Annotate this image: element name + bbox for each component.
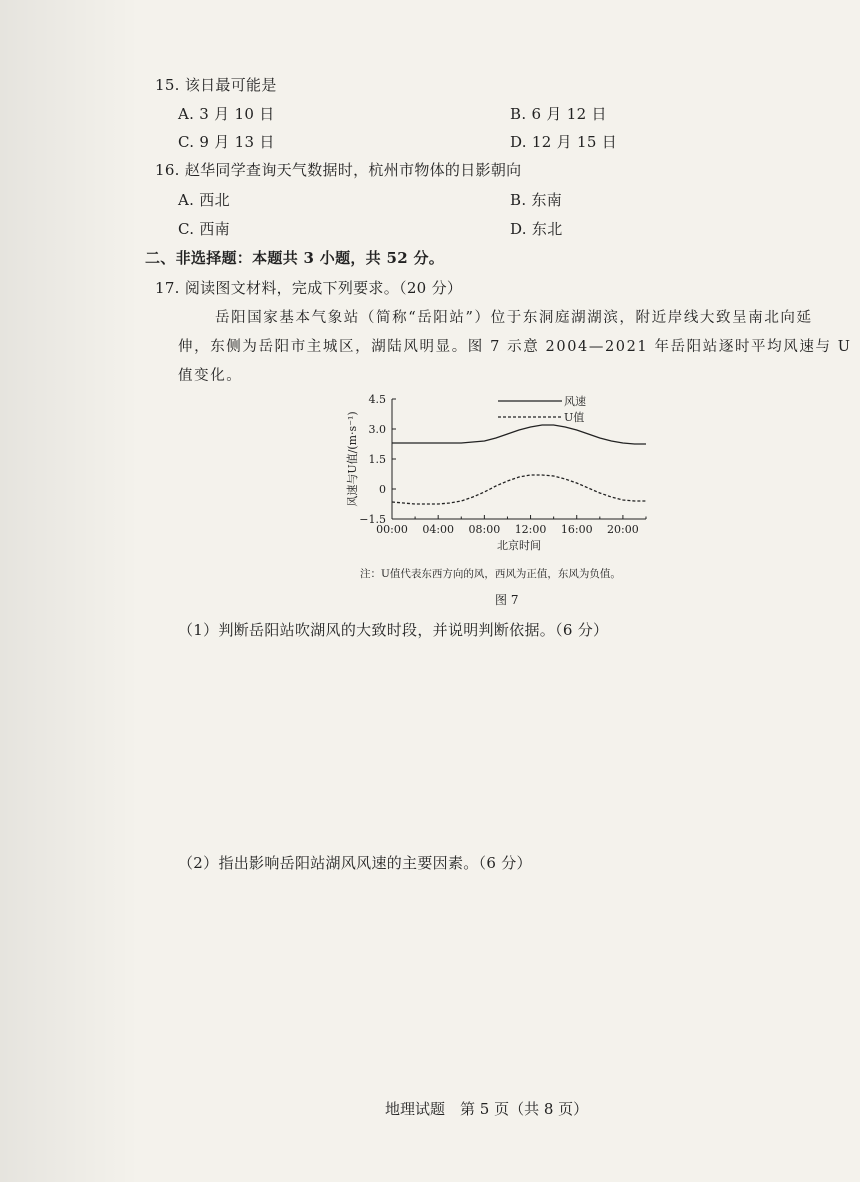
q15-option-d: D. 12 月 15 日 — [510, 133, 618, 151]
chart-lines — [392, 425, 646, 504]
q16-option-b: B. 东南 — [510, 191, 563, 209]
q15-option-b: B. 6 月 12 日 — [510, 105, 607, 123]
y-tick-label: 1.5 — [368, 453, 386, 466]
x-tick-label: 20:00 — [607, 523, 639, 536]
x-tick-label: 12:00 — [514, 523, 547, 536]
q16-option-d: D. 东北 — [510, 220, 563, 238]
y-tick-label: −1.5 — [359, 513, 386, 526]
legend-label: U值 — [564, 411, 585, 424]
figure-caption: 图 7 — [495, 593, 519, 607]
x-tick-label: 08:00 — [468, 523, 501, 536]
q17-paragraph-line-1: 岳阳国家基本气象站（简称“岳阳站”）位于东洞庭湖湖滨，附近岸线大致呈南北向延 — [215, 310, 813, 326]
q16-option-c: C. 西南 — [178, 220, 230, 238]
x-tick-label: 04:00 — [422, 523, 455, 536]
series-line-u-value — [392, 475, 646, 504]
q15-option-c: C. 9 月 13 日 — [178, 133, 275, 151]
page-footer: 地理试题 第 5 页（共 8 页） — [385, 1100, 589, 1118]
q15-option-a: A. 3 月 10 日 — [178, 105, 275, 123]
chart-legend — [498, 394, 586, 424]
q16-stem: 16. 赵华同学查询天气数据时，杭州市物体的日影朝向 — [155, 161, 522, 179]
q17-sub-question-2: （2）指出影响岳阳站湖风风速的主要因素。（6 分） — [178, 854, 532, 872]
q16-option-a: A. 西北 — [178, 191, 230, 209]
q17-paragraph-line-2: 伸，东侧为岳阳市主城区，湖陆风明显。图 7 示意 2004—2021 年岳阳站逐时平均风速与 U — [178, 339, 852, 355]
figure-7-chart — [330, 385, 670, 585]
chart-ticks — [345, 393, 646, 552]
legend-label: 风速 — [564, 395, 586, 408]
figure-note: 注：U值代表东西方向的风，西风为正值，东风为负值。 — [360, 568, 621, 580]
x-tick-label: 16:00 — [560, 523, 593, 536]
y-axis-label: 风速与U值/(m·s⁻¹) — [346, 411, 359, 507]
q17-stem: 17. 阅读图文材料，完成下列要求。（20 分） — [155, 279, 463, 297]
scan-shadow — [0, 0, 140, 1182]
section-heading: 二、非选择题：本题共 3 小题，共 52 分。 — [145, 249, 445, 267]
series-line-wind-speed — [392, 425, 646, 444]
q17-paragraph-line-3: 值变化。 — [178, 368, 243, 384]
y-tick-label: 0 — [379, 483, 386, 496]
q17-sub-question-1: （1）判断岳阳站吹湖风的大致时段，并说明判断依据。（6 分） — [178, 621, 609, 639]
x-axis-label: 北京时间 — [497, 539, 541, 552]
y-tick-label: 4.5 — [368, 393, 386, 406]
q15-stem: 15. 该日最可能是 — [155, 76, 277, 94]
y-tick-label: 3.0 — [368, 423, 386, 436]
x-tick-label: 00:00 — [376, 523, 408, 536]
